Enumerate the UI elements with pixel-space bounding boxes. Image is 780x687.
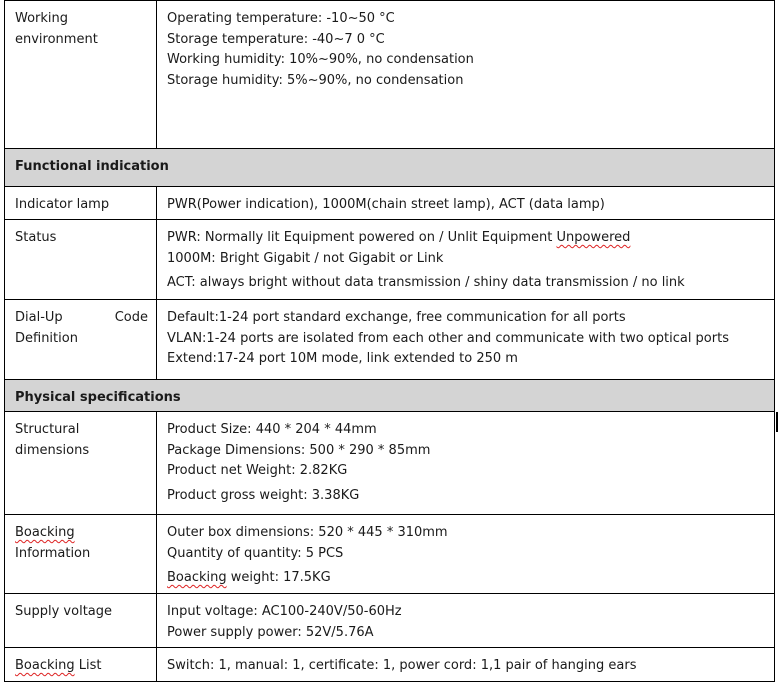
row-boacking-list <box>5 648 775 682</box>
label-working-environment <box>5 1 157 149</box>
label-line: environment <box>15 31 98 47</box>
section-functional-indication <box>5 149 775 187</box>
dial-extend: Extend:17-24 port 10M mode, link extended to 250 m <box>167 351 518 366</box>
value-status <box>157 220 775 300</box>
section-title: Functional indication <box>5 149 775 187</box>
label-structural-dimensions <box>5 412 157 515</box>
working-humidity: Working humidity: 10%~90%, no condensation <box>167 52 474 67</box>
label-line: Definition <box>15 330 78 346</box>
label-boacking-information <box>5 515 157 594</box>
label-indicator-lamp: Indicator lamp <box>5 187 157 220</box>
operating-temperature: Operating temperature: -10~50 °C <box>167 11 395 26</box>
value-supply-voltage <box>157 594 775 648</box>
row-working-environment <box>5 1 775 149</box>
storage-temperature: Storage temperature: -40~7 0 °C <box>167 31 385 47</box>
spec-table <box>4 0 775 682</box>
label-status: Status <box>5 220 157 300</box>
text-cursor-mark <box>776 412 778 432</box>
row-indicator-lamp <box>5 187 775 220</box>
row-supply-voltage <box>5 594 775 648</box>
product-size: Product Size: 440 * 204 * 44mm <box>167 422 377 437</box>
quantity: Quantity of quantity: 5 PCS <box>167 545 344 561</box>
status-pwr-text: PWR: Normally lit Equipment powered on / Unlit Equipment <box>167 230 557 245</box>
power-supply-power: Power supply power: 52V/5.76A <box>167 624 374 640</box>
spellcheck-flagged-word: Boacking <box>15 525 75 540</box>
label-boacking-list <box>5 648 157 682</box>
label-line: dimensions <box>15 442 90 458</box>
input-voltage: Input voltage: AC100-240V/50-60Hz <box>167 604 402 619</box>
dial-vlan: VLAN:1-24 ports are isolated from each other and communicate with two optical ports <box>167 330 729 346</box>
product-net-weight: Product net Weight: 2.82KG <box>167 463 348 478</box>
storage-humidity: Storage humidity: 5%~90%, no condensation <box>167 72 464 88</box>
outer-box-dimensions: Outer box dimensions: 520 * 445 * 310mm <box>167 525 448 540</box>
dial-default: Default:1-24 port standard exchange, free communication for all ports <box>167 310 626 325</box>
value-boacking-information <box>157 515 775 594</box>
label-line: Working <box>15 11 69 26</box>
value-working-environment <box>157 1 775 149</box>
label-word: Code <box>114 310 148 325</box>
product-gross-weight: Product gross weight: 3.38KG <box>167 487 360 503</box>
row-dial-up-code <box>5 300 775 380</box>
value-dial-up-code <box>157 300 775 380</box>
value-structural-dimensions <box>157 412 775 515</box>
section-physical-specifications <box>5 380 775 412</box>
row-status <box>5 220 775 300</box>
spellcheck-flagged-word: Boacking <box>15 658 75 673</box>
label-word: Dial-Up <box>15 310 63 325</box>
package-dimensions: Package Dimensions: 500 * 290 * 85mm <box>167 442 431 458</box>
value-indicator-lamp: PWR(Power indication), 1000M(chain street lamp), ACT (data lamp) <box>157 187 775 220</box>
status-pwr <box>167 228 766 249</box>
label-line <box>15 523 148 544</box>
label-supply-voltage: Supply voltage <box>5 594 157 648</box>
label-dial-up-code <box>5 300 157 380</box>
boacking-weight-text: weight: 17.5KG <box>226 570 331 585</box>
status-act: ACT: always bright without data transmission / shiny data transmission / no link <box>167 275 685 290</box>
label-line: Structural <box>15 422 80 437</box>
boacking-weight <box>167 568 766 589</box>
spellcheck-flagged-word: Boacking <box>167 570 227 585</box>
label-line <box>15 308 148 329</box>
label-rest: List <box>74 658 102 673</box>
row-boacking-information <box>5 515 775 594</box>
status-1000m: 1000M: Bright Gigabit / not Gigabit or Link <box>167 250 444 266</box>
section-title: Physical specifications <box>5 380 775 412</box>
value-boacking-list: Switch: 1, manual: 1, certificate: 1, power cord: 1,1 pair of hanging ears <box>157 648 775 682</box>
spellcheck-flagged-word: Unpowered <box>556 230 631 245</box>
label-line: Information <box>15 545 91 561</box>
row-structural-dimensions <box>5 412 775 515</box>
